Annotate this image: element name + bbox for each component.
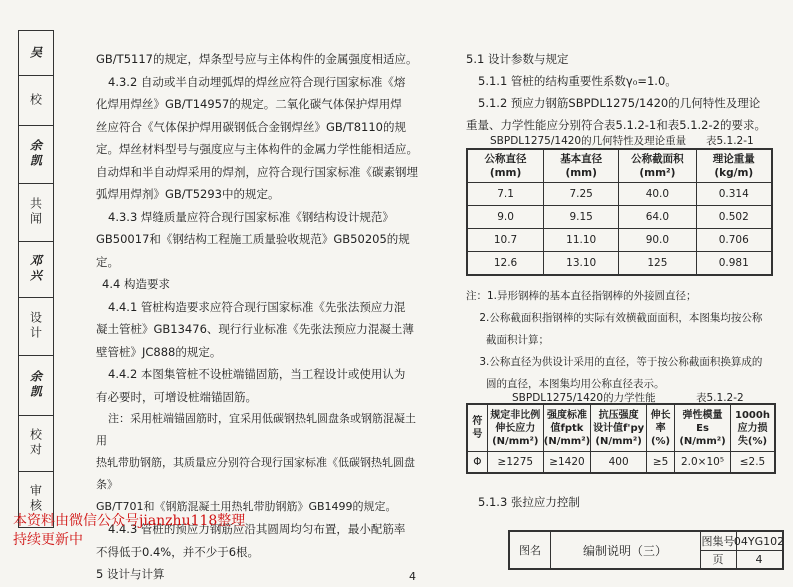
text-line: 5.1.1 管桩的结构重要性系数γ₀=1.0。: [478, 74, 677, 88]
table-cell: 12.6: [467, 252, 544, 276]
note-line: 注：1.异形钢棒的基本直径指钢棒的外接圆直径；: [466, 290, 697, 302]
title-block: [508, 530, 784, 570]
strip-signature: 余凯: [28, 370, 43, 400]
section-heading: 4.4 构造要求: [102, 277, 170, 291]
page-number-cell: 4: [755, 552, 763, 566]
page-label: 页: [700, 550, 737, 568]
note-line: GB/T701和《钢筋混凝土用热轧带肋钢筋》GB1499的规定。: [96, 500, 397, 513]
right-column: [466, 48, 766, 136]
note-line: 2.公称截面积指钢棒的实际有效横截面面积，本图集均按公称: [466, 312, 763, 324]
table2-header: 弹性模量 Es (N/mm²): [675, 404, 731, 452]
table2-header: 强度标准 值fptk (N/mm²): [543, 404, 590, 452]
strip-label: 共闻: [28, 197, 43, 227]
table-cell: 0.706: [696, 229, 772, 252]
table-cell: 40.0: [619, 183, 696, 206]
table-cell: 400: [591, 452, 647, 474]
text-line: 自动焊和半自动焊采用的焊剂，应符合现行国家标准《碳素钢埋: [96, 164, 418, 179]
table2-caption: SBPDL1275/1420的力学性能: [512, 392, 656, 404]
table2-header: 1000h 应力损 失(%): [730, 404, 775, 452]
table1-header: 理论重量 (kg/m): [696, 149, 772, 183]
figure-name-label: 图名: [510, 532, 551, 568]
section-heading: 5.1 设计参数与规定: [466, 52, 569, 66]
approval-strip: [18, 30, 54, 528]
note-line: 截面积计算；: [466, 334, 550, 346]
strip-signature: 邓兴: [28, 254, 43, 284]
mechanical-table: [466, 403, 776, 474]
table1-header: 公称直径 (mm): [467, 149, 544, 183]
table2-header: 规定非比例 伸长应力 (N/mm²): [487, 404, 543, 452]
watermark-line: 持续更新中: [13, 532, 83, 548]
table1-caption: SBPDL1275/1420的几何特性及理论重量: [490, 135, 687, 147]
table-notes: [466, 285, 776, 395]
table-row: [467, 452, 775, 474]
note-line: 圆的直径，本图集均用公称直径表示。: [466, 378, 665, 390]
strip-label: 审核: [28, 484, 43, 514]
table-cell: 9.15: [544, 206, 619, 229]
text-line: 4.4.1 管桩构造要求应符合现行国家标准《先张法预应力混: [108, 299, 406, 314]
table-cell: 10.7: [467, 229, 544, 252]
strip-signature: 吴: [28, 45, 43, 61]
table-cell: Φ: [467, 452, 487, 474]
watermark-line: 本资料由微信公众号jianzhu118整理: [13, 513, 246, 529]
page-number: 4: [409, 570, 416, 583]
table-row: [467, 206, 772, 229]
table-cell: 2.0×10⁵: [675, 452, 731, 474]
text-line: 不得低于0.4%，并不少于6根。: [96, 544, 260, 559]
table2-header: 抗压强度 设计值f'py (N/mm²): [591, 404, 647, 452]
strip-cell-2: [19, 75, 53, 126]
table-cell: 0.981: [696, 252, 772, 276]
table-cell: ≥5: [647, 452, 675, 474]
table-cell: 7.25: [544, 183, 619, 206]
text-line: 重量、力学性能应分别符合表5.1.2-1和表5.1.2-2的要求。: [466, 118, 766, 132]
strip-cell-1: [19, 31, 53, 76]
text-line: 5.1.2 预应力钢筋SBPDL1275/1420的几何特性及理论: [478, 96, 761, 110]
table-cell: 13.10: [544, 252, 619, 276]
strip-label: 校: [28, 92, 43, 108]
table-cell: 9.0: [467, 206, 544, 229]
table-row: [467, 252, 772, 276]
note-line: 热轧带肋钢筋，其质量应分别符合现行国家标准《低碳钢热轧圆盘条》: [96, 456, 415, 491]
text-line: 4.4.3 管桩的预应力钢筋应沿其圆周均匀布置，最小配筋率: [108, 522, 406, 536]
table-row: [467, 183, 772, 206]
figure-name: 编制说明（三）: [550, 532, 701, 568]
text-line: 凝土管桩》GB13476、现行行业标准《先张法预应力混凝土薄: [96, 322, 414, 336]
strip-label: 设计: [28, 311, 43, 341]
strip-cell-6: [19, 297, 53, 356]
text-line: 化焊用焊丝》GB/T14957的规定。二氧化碳气体保护焊用焊: [96, 97, 402, 111]
text-line: 定。: [96, 254, 119, 269]
table-row: [467, 229, 772, 252]
table2-header: 伸长率 (%): [647, 404, 675, 452]
table-cell: 90.0: [619, 229, 696, 252]
table1-number: 表5.1.2-1: [706, 135, 754, 147]
text-line: 有必要时，可增设桩端锚固筋。: [96, 389, 257, 404]
strip-label: 校对: [28, 428, 43, 458]
table-cell: 64.0: [619, 206, 696, 229]
table-cell: 0.314: [696, 183, 772, 206]
atlas-number: 04YG102: [736, 532, 782, 551]
text-line: 4.4.2 本图集管桩不设桩端锚固筋，当工程设计或使用认为: [108, 367, 406, 381]
text-line: 丝应符合《气体保护焊用碳钢低合金钢焊丝》GB/T8110的规: [96, 119, 406, 134]
table-cell: ≥1420: [543, 452, 590, 474]
strip-cell-3: [19, 125, 53, 184]
text-line: 4.3.2 自动或半自动埋弧焊的焊丝应符合现行国家标准《熔: [108, 74, 406, 89]
table-cell: ≥1275: [487, 452, 543, 474]
text-line: GB/T5117的规定，焊条型号应与主体构件的金属强度相适应。: [96, 52, 418, 66]
table1-header: 公称截面积 (mm²): [619, 149, 696, 183]
note-line: 注：采用桩端锚固筋时，宜采用低碳钢热轧圆盘条或钢筋混凝土用: [96, 412, 416, 447]
table-cell: 11.10: [544, 229, 619, 252]
left-column: [96, 48, 426, 586]
text-line: 4.3.3 焊缝质量应符合现行国家标准《钢结构设计规范》: [108, 209, 394, 224]
note-line: 3.公称直径为供设计采用的直径，等于按公称截面积换算成的: [466, 356, 763, 368]
table-cell: 7.1: [467, 183, 544, 206]
geometry-table: [466, 148, 773, 276]
table-cell: 0.502: [696, 206, 772, 229]
text-line: 壁管桩》JC888的规定。: [96, 344, 222, 359]
table2-header: 符 号: [467, 404, 487, 452]
text-line: 定。焊丝材料型号与强度应与主体构件的金属力学性能相适应。: [96, 142, 418, 156]
watermark: [13, 512, 245, 550]
text-line: GB50017和《钢结构工程施工质量验收规范》GB50205的规: [96, 232, 410, 246]
strip-cell-7: [19, 355, 53, 416]
strip-cell-5: [19, 241, 53, 298]
strip-cell-4: [19, 183, 53, 242]
table-cell: ≤2.5: [730, 452, 775, 474]
strip-cell-8: [19, 415, 53, 472]
section-heading: 5.1.3 张拉应力控制: [478, 495, 580, 509]
table-cell: 125: [619, 252, 696, 276]
section-heading: 5 设计与计算: [96, 567, 165, 581]
strip-signature: 余凯: [28, 139, 43, 169]
table2-number: 表5.1.2-2: [696, 392, 744, 404]
atlas-label: 图集号: [700, 532, 737, 551]
text-line: 弧焊用焊剂》GB/T5293中的规定。: [96, 187, 280, 201]
table1-header: 基本直径 (mm): [544, 149, 619, 183]
